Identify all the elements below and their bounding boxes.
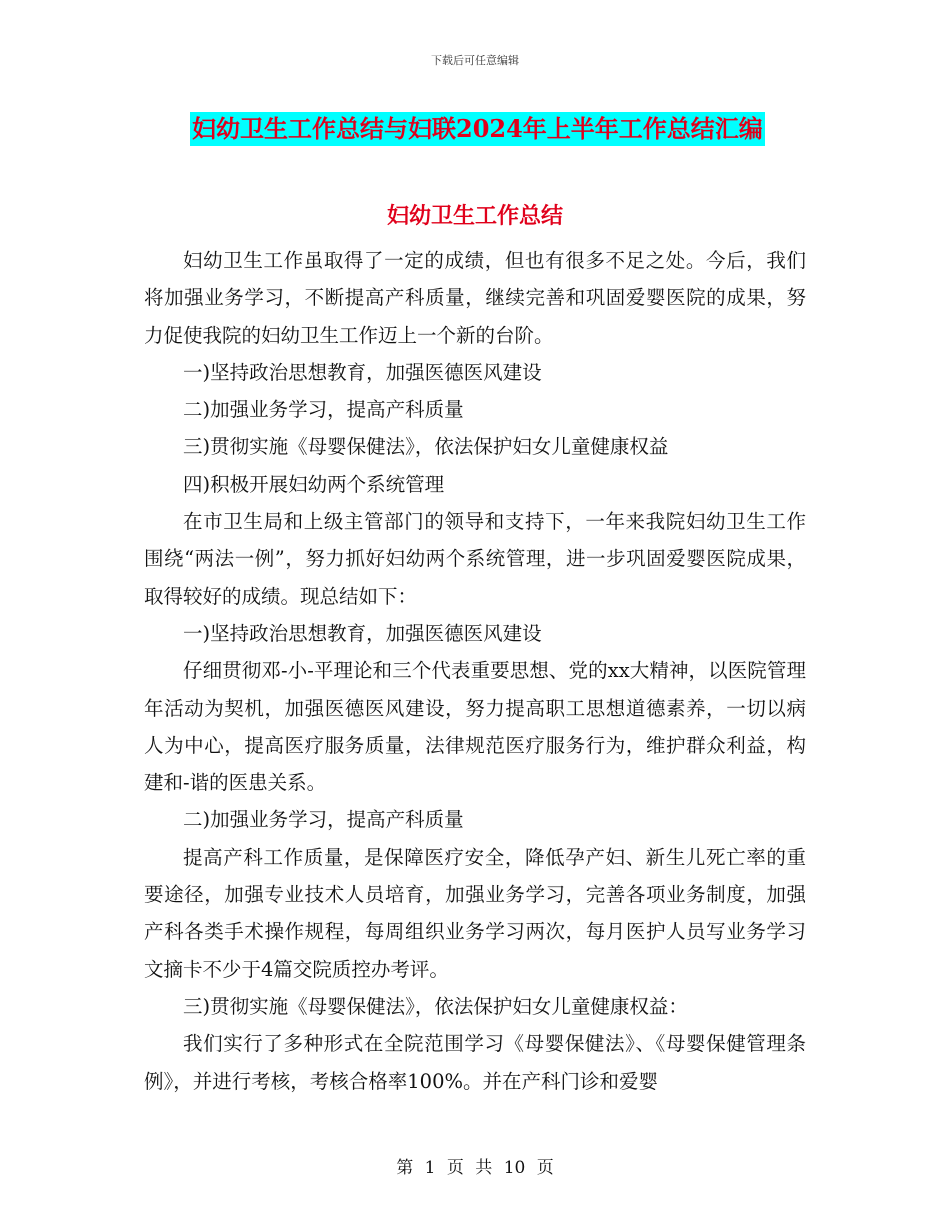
- section-title: 妇幼卫生工作总结: [386, 203, 563, 229]
- paragraph: 一)坚持政治思想教育，加强医德医风建设: [183, 621, 542, 645]
- header-note: 下载后可任意编辑: [431, 54, 519, 67]
- paragraph: 三)贯彻实施《母婴保健法》，依法保护妇女儿童健康权益：: [183, 994, 688, 1018]
- paragraph: 仔细贯彻邓-小-平理论和三个代表重要思想、党的xx大精神，以医院管理年活动为契机，加强医德医风建设，努力提高职工思想道德素养，一切以病人为中心，提高医疗服务质量，法律规范医疗服务行为，维护群众利益，构建和-谐的医患关系。: [144, 659, 806, 795]
- paragraph: 在市卫生局和上级主管部门的领导和支持下，一年来我院妇幼卫生工作围绕“两法一例”，努力抓好妇幼两个系统管理，进一步巩固爱婴医院成果，取得较好的成绩。现总结如下：: [144, 510, 806, 608]
- document-title: 妇幼卫生工作总结与妇联2024年上半年工作总结汇编: [190, 112, 765, 146]
- paragraph: 二)加强业务学习，提高产科质量: [183, 398, 464, 422]
- paragraph: 三)贯彻实施《母婴保健法》，依法保护妇女儿童健康权益: [183, 435, 669, 459]
- paragraph: 二)加强业务学习，提高产科质量: [183, 808, 464, 832]
- paragraph: 提高产科工作质量，是保障医疗安全，降低孕产妇、新生儿死亡率的重要途径，加强专业技术人员培育，加强业务学习，完善各项业务制度，加强产科各类手术操作规程，每周组织业务学习两次，每月医护人员写业务学习文摘卡不少于4篇交院质控办考评。: [144, 845, 806, 981]
- paragraph: 妇幼卫生工作虽取得了一定的成绩，但也有很多不足之处。今后，我们将加强业务学习，不断提高产科质量，继续完善和巩固爱婴医院的成果，努力促使我院的妇幼卫生工作迈上一个新的台阶。: [144, 249, 806, 347]
- paragraph: 我们实行了多种形式在全院范围学习《母婴保健法》、《母婴保健管理条例》，并进行考核，考核合格率100%。并在产科门诊和爱婴: [144, 1032, 806, 1093]
- paragraph: 四)积极开展妇幼两个系统管理: [183, 472, 445, 496]
- page-footer: 第 1 页 共 10 页: [396, 1158, 554, 1178]
- paragraph: 一)坚持政治思想教育，加强医德医风建设: [183, 360, 542, 384]
- body-text: [144, 242, 806, 1100]
